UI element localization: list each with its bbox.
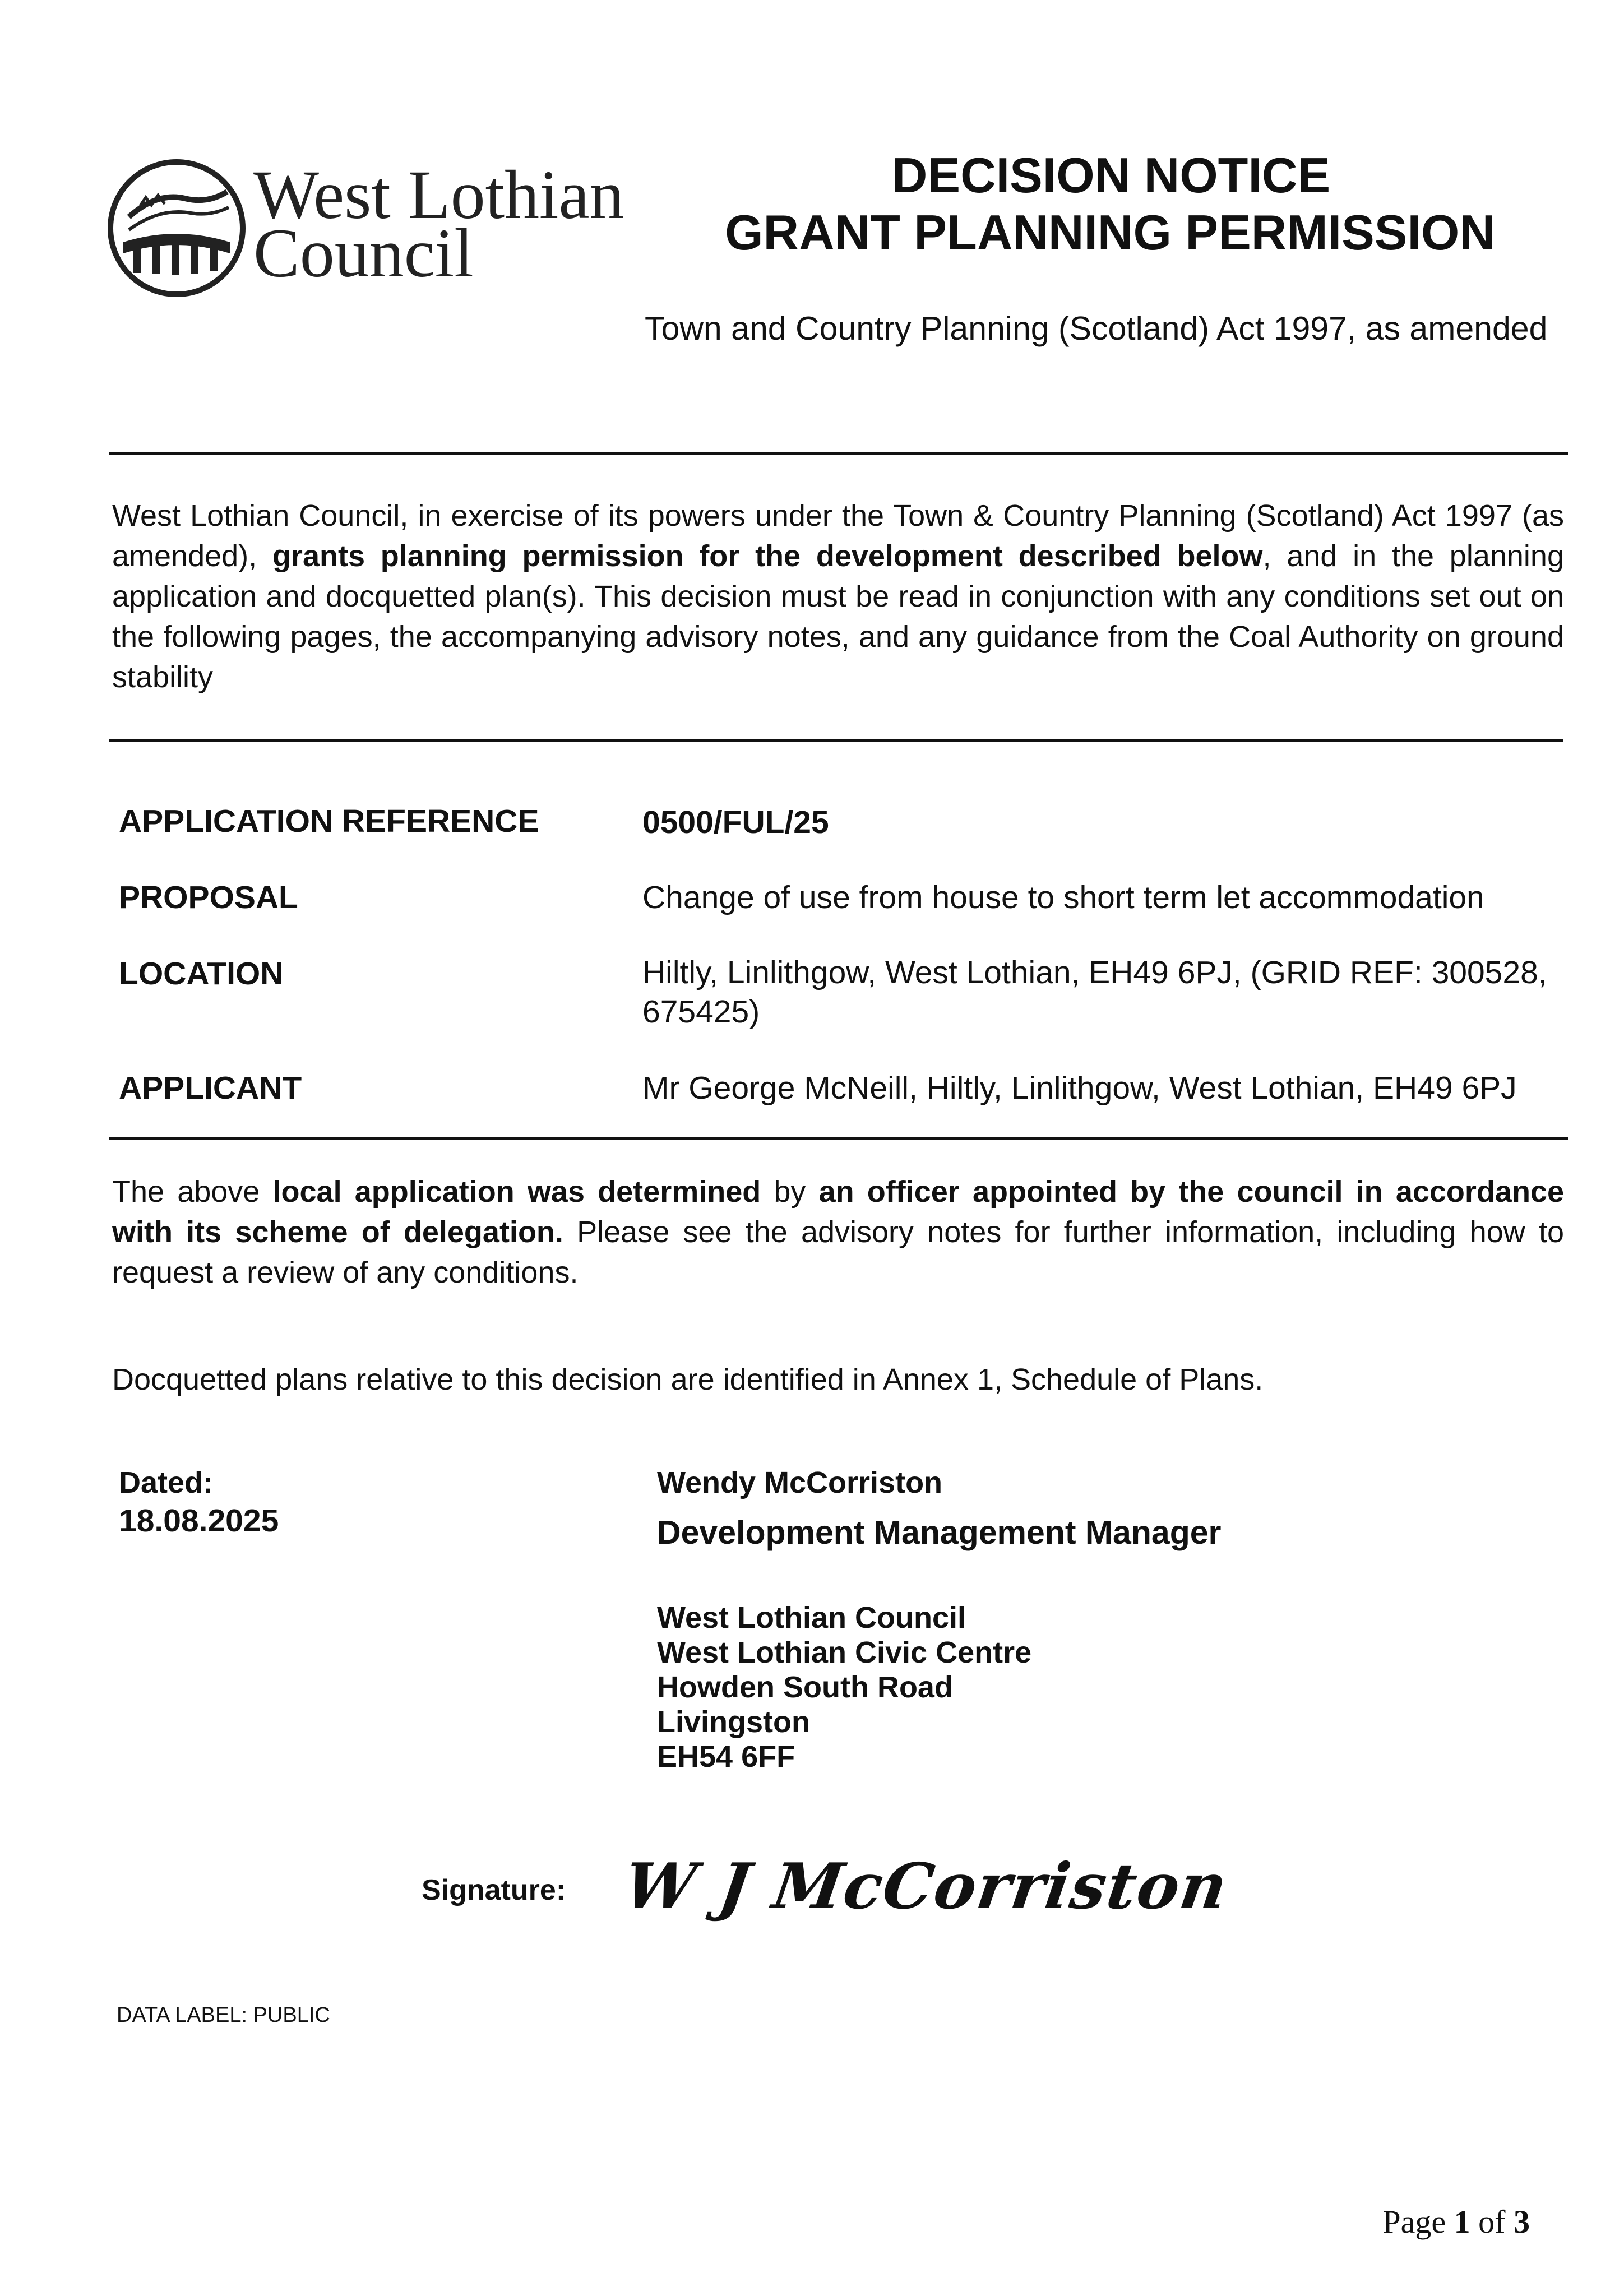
reference-value: 0500/FUL/25 xyxy=(642,804,829,840)
determination-text-2: by xyxy=(761,1175,819,1209)
address-line: Howden South Road xyxy=(657,1670,953,1704)
signature-label: Signature: xyxy=(422,1874,566,1906)
dated-value: 18.08.2025 xyxy=(119,1503,279,1539)
handwritten-signature: W J McCorriston xyxy=(619,1850,1233,1923)
divider-top xyxy=(109,452,1568,455)
dated-label: Dated: xyxy=(119,1466,214,1499)
address-line: West Lothian Civic Centre xyxy=(657,1636,1032,1669)
signer-name: Wendy McCorriston xyxy=(657,1466,943,1499)
title-decision-notice: DECISION NOTICE xyxy=(891,147,1331,203)
page-of: of xyxy=(1470,2204,1514,2240)
signer-title: Development Management Manager xyxy=(657,1514,1222,1551)
proposal-value: Change of use from house to short term let accommodation xyxy=(642,879,1484,915)
intro-text-1: West Lothian Council, in exercise of its powers under the Town & Country Planning (Scotland) Act 1997 (as amended), xyxy=(112,499,1564,573)
council-logo xyxy=(107,156,624,298)
determination-bold-2: an officer appointed by the council in accordance with its scheme of delegation. xyxy=(112,1175,1564,1249)
determination-paragraph xyxy=(112,1172,1564,1293)
address-line: Livingston xyxy=(657,1705,810,1739)
logo-line-1: West Lothian xyxy=(253,156,624,233)
applicant-label: APPLICANT xyxy=(119,1070,302,1106)
reference-label: APPLICATION REFERENCE xyxy=(119,803,539,839)
applicant-value: Mr George McNeill, Hiltly, Linlithgow, West Lothian, EH49 6PJ xyxy=(642,1070,1517,1106)
divider-middle xyxy=(109,739,1563,742)
location-value: Hiltly, Linlithgow, West Lothian, EH49 6PJ, (GRID REF: 300528, 675425) xyxy=(642,955,1547,1030)
page-total: 3 xyxy=(1514,2204,1530,2240)
act-reference: Town and Country Planning (Scotland) Act 1997, as amended xyxy=(645,310,1548,347)
council-emblem-icon xyxy=(107,158,247,298)
data-classification-label: DATA LABEL: PUBLIC xyxy=(117,2003,330,2027)
divider-bottom xyxy=(109,1137,1568,1140)
address-line: West Lothian Council xyxy=(657,1601,966,1635)
intro-text-2: , and in the planning application and docquetted plan(s). This decision must be read in conjunction with any conditions set out on the following pages, the accompanying advisory notes, and any guidance from the Coal Authority on ground stability xyxy=(112,539,1564,694)
determination-bold-1: local application was determined xyxy=(272,1175,761,1209)
determination-text-1: The above xyxy=(112,1175,273,1209)
location-label: LOCATION xyxy=(119,956,284,992)
proposal-label: PROPOSAL xyxy=(119,879,298,915)
page-current: 1 xyxy=(1454,2204,1470,2240)
logo-line-2: Council xyxy=(253,215,474,291)
intro-paragraph xyxy=(112,496,1564,697)
address-line: EH54 6FF xyxy=(657,1740,795,1774)
determination-text-3: Please see the advisory notes for further information, including how to request a review of any conditions. xyxy=(112,1215,1564,1289)
council-address xyxy=(657,1600,1031,1774)
page-prefix: Page xyxy=(1382,2204,1454,2240)
title-grant-permission: GRANT PLANNING PERMISSION xyxy=(725,205,1495,260)
logo-wordmark xyxy=(253,156,624,291)
intro-bold-text: grants planning permission for the development described below xyxy=(272,539,1263,573)
page-number xyxy=(1382,2203,1530,2241)
docquetted-plans-note: Docquetted plans relative to this decision are identified in Annex 1, Schedule of Plans. xyxy=(112,1363,1264,1396)
